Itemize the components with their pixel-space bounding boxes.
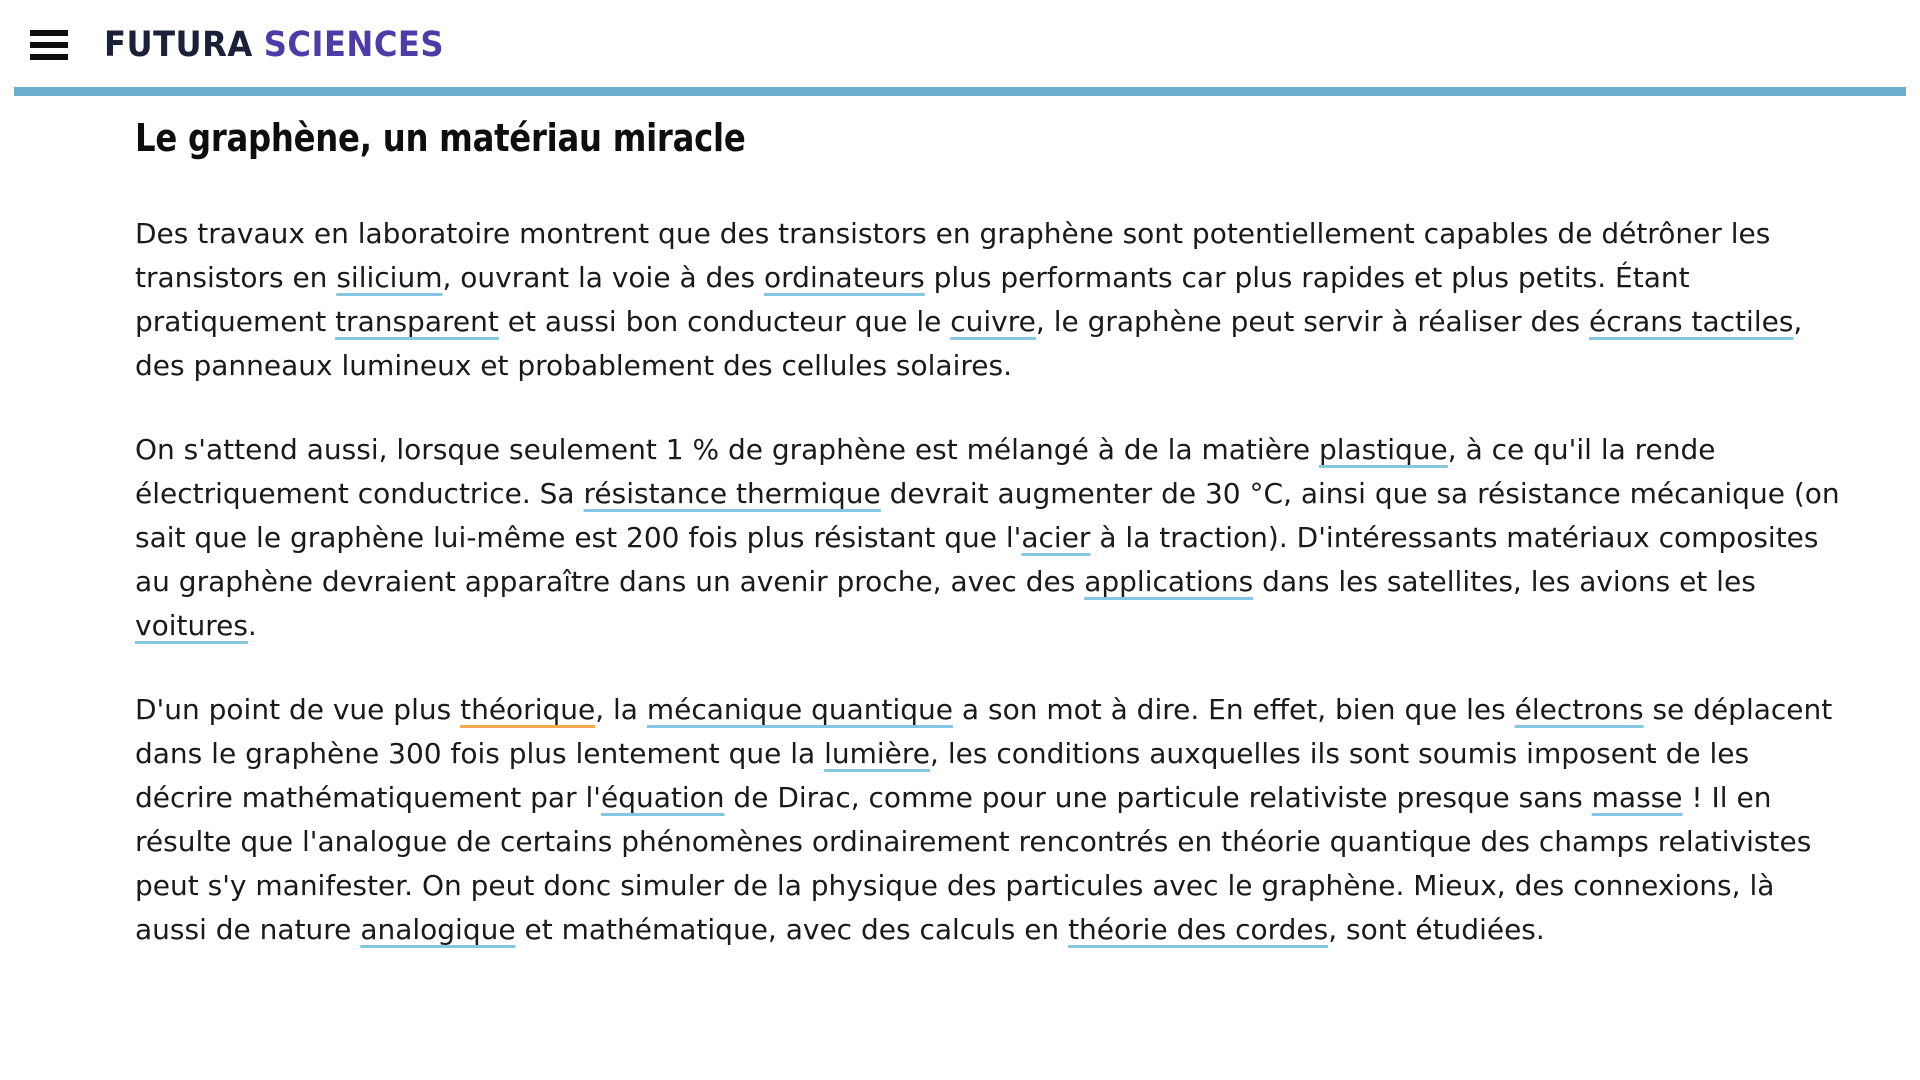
article-content [135,116,1850,952]
inline-link[interactable]: analogique [360,913,516,946]
inline-link[interactable]: transparent [335,305,499,338]
paragraph-text: à la traction). D'intéressants matériaux composites au graphène devraient apparaître dans un avenir proche, avec des [135,521,1819,598]
inline-link[interactable]: écrans tactiles [1589,305,1794,338]
header-divider [14,87,1906,96]
site-header [0,0,1920,74]
logo-sciences-text: SCIENCES [263,25,445,65]
inline-link[interactable]: lumière [824,737,931,770]
inline-link[interactable]: équation [600,781,725,814]
inline-link[interactable]: résistance thermique [583,477,881,510]
paragraph [135,212,1850,388]
paragraph [135,688,1850,952]
paragraph [135,428,1850,648]
page-title: Le graphène, un matériau miracle [135,116,746,160]
inline-link[interactable]: plastique [1318,433,1448,466]
inline-link[interactable]: cuivre [950,305,1036,338]
inline-link[interactable]: théorique [460,693,596,726]
paragraph-text: , à ce qu'il la rende électriquement conductrice. Sa [135,433,1716,510]
paragraph-text: se déplacent dans le graphène 300 fois plus lentement que la [135,693,1833,770]
inline-link[interactable]: acier [1021,521,1091,554]
hamburger-bar [30,42,68,48]
paragraph-text: Des travaux en laboratoire montrent que des transistors en graphène sont potentiellement capables de détrôner les transistors en [135,217,1771,294]
inline-link[interactable]: mécanique quantique [646,693,954,726]
paragraph-text: ! Il en résulte que l'analogue de certains phénomènes ordinairement rencontrés en théorie quantique des champs relativistes peut s'y manifester. On peut donc simuler de la physique des particules avec le graphène. Mieux, des connexions, là aussi de nature [135,781,1812,946]
paragraph-text: , sont étudiées. [1328,913,1545,946]
paragraph-text: de Dirac, comme pour une particule relativiste presque sans [724,781,1592,814]
paragraph-text: , le graphène peut servir à réaliser des [1035,305,1589,338]
paragraph-text: et mathématique, avec des calculs en [515,913,1069,946]
paragraph-text: , ouvrant la voie à des [442,261,765,294]
inline-link[interactable]: électrons [1514,693,1644,726]
paragraph-text: , des panneaux lumineux et probablement des cellules solaires. [135,305,1803,382]
paragraph-text: plus performants car plus rapides et plus petits. Étant pratiquement [135,261,1690,338]
inline-link[interactable]: applications [1084,565,1254,598]
paragraph-text: dans les satellites, les avions et les [1253,565,1756,598]
inline-link[interactable]: ordinateurs [764,261,925,294]
paragraph-text: , la [595,693,647,726]
inline-link[interactable]: théorie des cordes [1068,913,1329,946]
paragraph-text: D'un point de vue plus [135,693,461,726]
inline-link[interactable]: voitures [135,609,248,642]
paragraph-text: a son mot à dire. En effet, bien que les [953,693,1515,726]
paragraph-text: . [247,609,257,642]
paragraph-text: et aussi bon conducteur que le [498,305,951,338]
paragraph-text: , les conditions auxquelles ils sont soumis imposent de les décrire mathématiquement par l' [135,737,1750,814]
site-logo[interactable] [104,25,444,65]
paragraph-text: On s'attend aussi, lorsque seulement 1 % de graphène est mélangé à de la matière [135,433,1319,466]
hamburger-menu-icon[interactable] [30,30,68,60]
paragraph-text: devrait augmenter de 30 °C, ainsi que sa résistance mécanique (on sait que le graphène lui-même est 200 fois plus résistant que l' [135,477,1840,554]
logo-futura-text: FUTURA [104,25,253,65]
hamburger-bar [30,54,68,60]
inline-link[interactable]: silicium [336,261,443,294]
inline-link[interactable]: masse [1591,781,1683,814]
hamburger-bar [30,30,68,36]
